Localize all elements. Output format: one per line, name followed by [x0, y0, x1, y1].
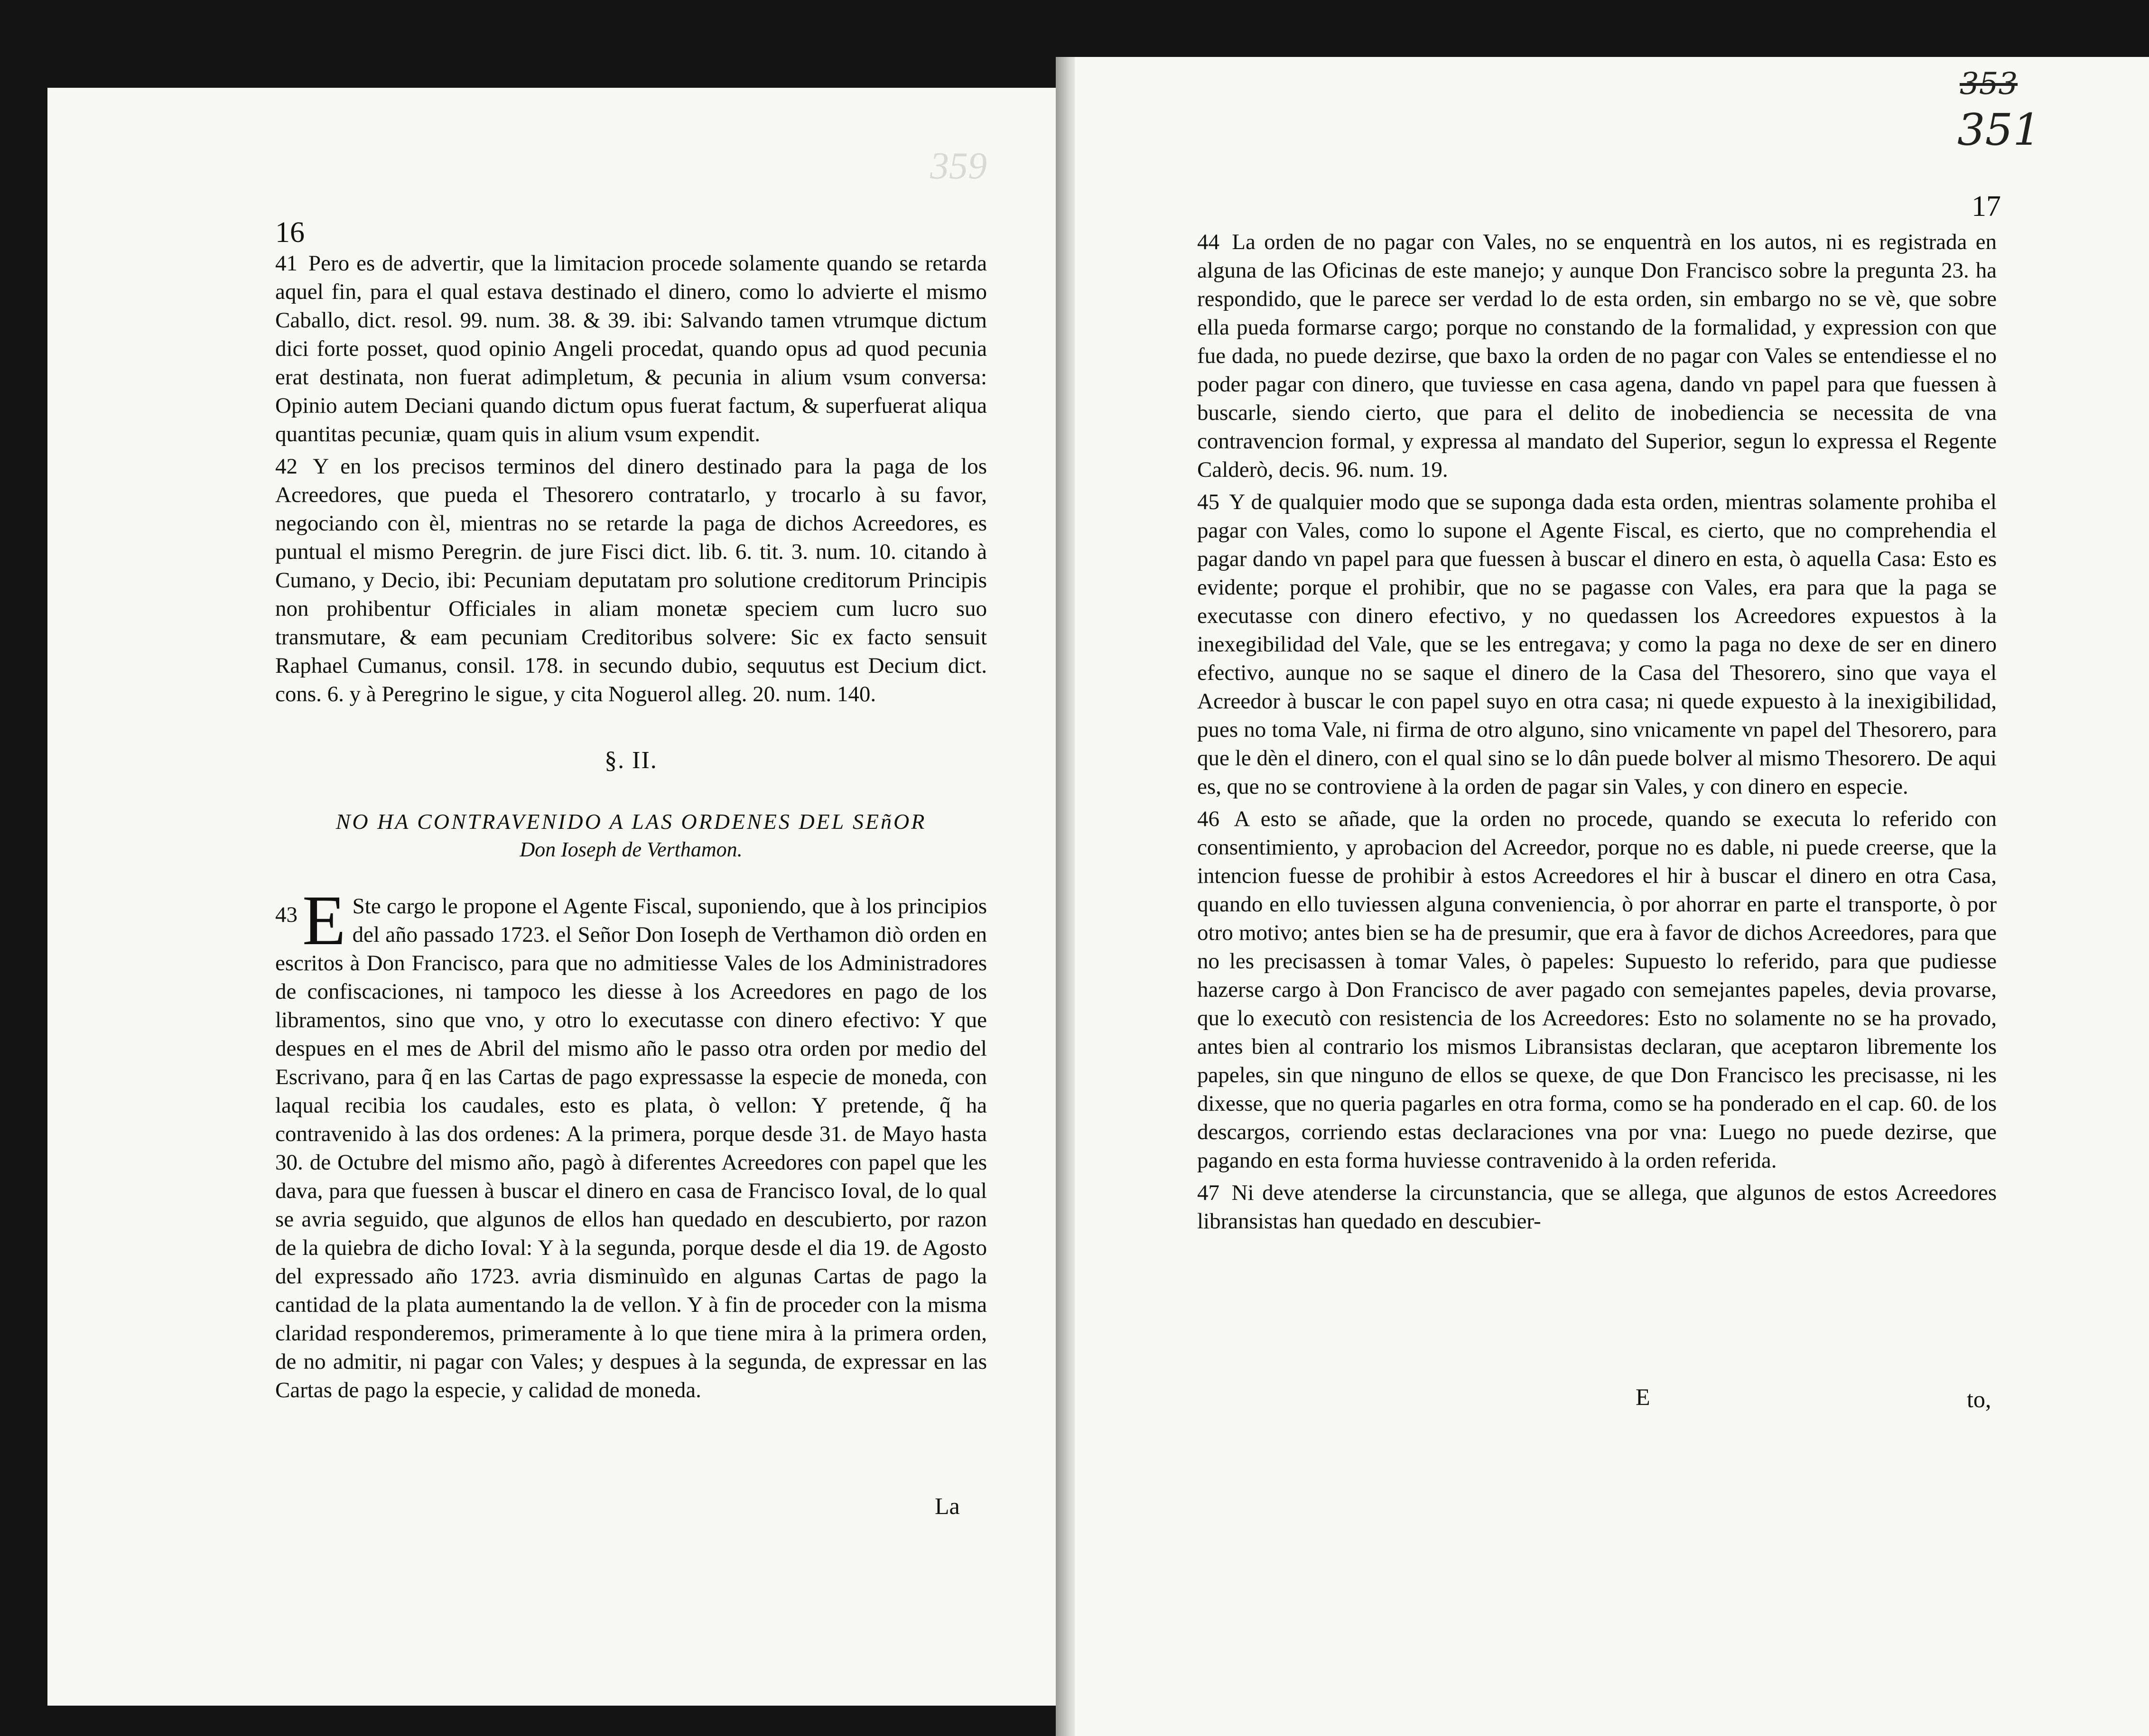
paragraph-45: 45 Y de qualquier modo que se suponga dada esta orden, mientras solamente prohiba el pagar con Vales, como lo supone el Agente Fiscal, es cierto, que no comprehendia el pagar dando vn papel para que fuessen à buscar el dinero en esta, ò aquella Casa: Esto es evidente; porque el prohibir, que no se pagasse con Vales, era para que la paga se executasse con dinero efectivo, y no quedassen los Acreedores expuestos à la inexegibilidad del Vale, que se les entregava; y como la paga no dexe de ser en dinero efectivo, aunque no se saque el dinero de la Casa del Thesorero, sino que vaya el Acreedor à buscar le con papel suyo en otra casa; ni quede expuesto à la inexigibilidad, pues no toma Vale, ni firma de otro alguno, sino vnicamente vn papel del Thesorero, para que le dèn el dinero, con el qual sino se lo dân puede bolver al mismo Thesorero. De aqui es, que no se controviene à la orden de pagar sin Vales, y con dinero en especie. [1197, 490, 1997, 799]
paragraph-42: 42 Y en los precisos terminos del dinero destinado para la paga de los Acreedores, que pueda el Thesorero contratarlo, y trocarlo à su favor, negociando con èl, mientras no se retarde la paga de dichos Acreedores, es puntual el mismo Peregrin. de jure Fisci dict. lib. 6. tit. 3. num. 10. citando à Cumano, y Decio, ibi: Pecuniam deputatam pro solutione creditorum Principis non prohibentur Officiales in aliam monetæ speciem cum lucro suo transmutare, & eam pecuniam Creditoribus solvere: Sic ex facto sensuit Raphael Cumanus, consil. 178. in secundo dubio, sequutus est Decium dict. cons. 6. y à Peregrino le sigue, y cita Noguerol alleg. 20. num. 140. [275, 454, 987, 706]
left-text-column [275, 249, 987, 1404]
paragraph-46: 46 A esto se añade, que la orden no procede, quando se executa lo referido con consentimiento, y aprobacion del Acreedor, porque no es dable, ni puede creerse, que la intencion fuesse de prohibir à estos Acreedores el hir à buscar el dinero en otra Casa, quando en ello tuviessen alguna conveniencia, ò por ahorrar en parte el transporte, ò por otro motivo; antes bien se ha de presumir, que era à favor de dichos Acreedores, para que no les precisassen à tomar Vales, ò papeles: Supuesto lo referido, para que pudiesse hazerse cargo à Don Francisco de aver pagado con semejantes papeles, devia provarse, que lo executò con resistencia de los Acreedores: Esto no solamente no se ha provado, antes bien al contrario los mismos Libransistas declaran, que aceptaron libremente los papeles, sin que ninguno de ellos se quexe, de que Don Francisco les precisasse, ni les dixesse, que no queria pagarles en otra forma, como se ha ponderado en el cap. 60. de los descargos, corriendo estas declaraciones vna por vna: Luego no puede dezirse, que pagando en esta forma huviesse contravenido à la orden referida. [1197, 807, 1997, 1173]
catchword-left: La [935, 1493, 960, 1519]
paragraph-43-number: 43 [275, 902, 298, 927]
drop-cap: E [302, 881, 346, 960]
heading-subtitle: Don Ioseph de Verthamon. [520, 838, 743, 861]
left-page [47, 88, 1058, 1706]
section-heading: §. II. [605, 747, 658, 774]
page-number-left: 16 [275, 216, 305, 249]
paragraph-47: 47 Ni deve atenderse la circunstancia, que se allega, que algunos de estos Acreedores libransistas han quedado en descubier- [1197, 1180, 1997, 1234]
manuscript-folio-number: 351 [1957, 104, 2041, 155]
manuscript-folio-struck: 353 [1960, 66, 2018, 102]
right-text-column [1197, 228, 1997, 1235]
paragraph-44: 44 La orden de no pagar con Vales, no se enquentrà en los autos, ni es registrada en alguna de las Oficinas de este manejo; y aunque Don Francisco sobre la pregunta 23. ha respondido, que le parece ser verdad lo de esta orden, sin embargo no se vè, que sobre ella pueda formarse cargo; porque no constando de la formalidad, y expression con que fue dada, no puede dezirse, que baxo la orden de no pagar con Vales se entendiesse el no poder pagar con dinero, que tuviesse en casa agena, dando vn papel para que fuessen à buscarle, siendo cierto, que para el delito de inobediencia se necessita de vna contravencion formal, y expressa al mandato del Superior, segun lo expressa el Regente Calderò, decis. 96. num. 19. [1197, 230, 1997, 482]
paragraph-43 [275, 881, 987, 1404]
right-page [1075, 57, 2149, 1736]
paragraph-43-text: Ste cargo le propone el Agente Fiscal, suponiendo, que à los principios del año passado 1723. el Señor Don Ioseph de Verthamon diò orden en escritos à Don Francisco, para que no admitiesse Vales de los Administradores de confiscaciones, ni tampoco les diesse à los Acreedores en pago de los libramentos, sino que vno, y otro lo executasse con dinero efectivo: Y que despues en el mes de Abril del mismo año le passo otra orden por medio del Escrivano, para q̃ en las Cartas de pago expressasse la especie de moneda, con laqual recibia los caudales, esto es plata, ò vellon: Y pretende, q̃ ha contravenido à las dos ordenes: A la primera, porque desde 31. de Mayo hasta 30. de Octubre del mismo año, pagò à diferentes Acreedores con papel que les dava, para que fuessen à buscar el dinero en casa de Francisco Ioval, de lo qual se avria seguido, que algunos de ellos han quedado en descubierto, por razon de la quiebra de dicho Ioval: Y à la segunda, porque desde el dia 19. de Agosto del expressado año 1723. avria disminuìdo en algunas Cartas de pago la cantidad de la plata aumentando la de vellon. Y à fin de proceder con la misma claridad responderemos, primeramente à lo que tiene mira à la primera orden, de no admitir, ni pagar con Vales; y despues à la segunda, de expressar en las Cartas de pago la especie, y calidad de moneda. [275, 894, 987, 1402]
paragraph-41: 41 Pero es de advertir, que la limitacion procede solamente quando se retarda aquel fin, para el qual estava destinado el dinero, como lo advierte el mismo Caballo, dict. resol. 99. num. 38. & 39. ibi: Salvando tamen vtrumque dictum dici forte posset, quod opinio Angeli procedat, quando opus ad quod pecunia erat destinata, non fuerat adimpletum, & pecunia in alium vsum conversa: Opinio autem Deciani quando dictum opus fuerat factum, & superfuerat aliqua quantitas pecuniæ, quam quis in alium vsum expendit. [275, 251, 987, 446]
signature-mark: E [1636, 1383, 1650, 1410]
faint-marginal-number: 359 [930, 145, 987, 187]
catchword-right: to, [1967, 1386, 1991, 1412]
page-number-right: 17 [1972, 190, 2001, 223]
heading-title: NO HA CONTRAVENIDO A LAS ORDENES DEL SEñOR [335, 809, 927, 834]
